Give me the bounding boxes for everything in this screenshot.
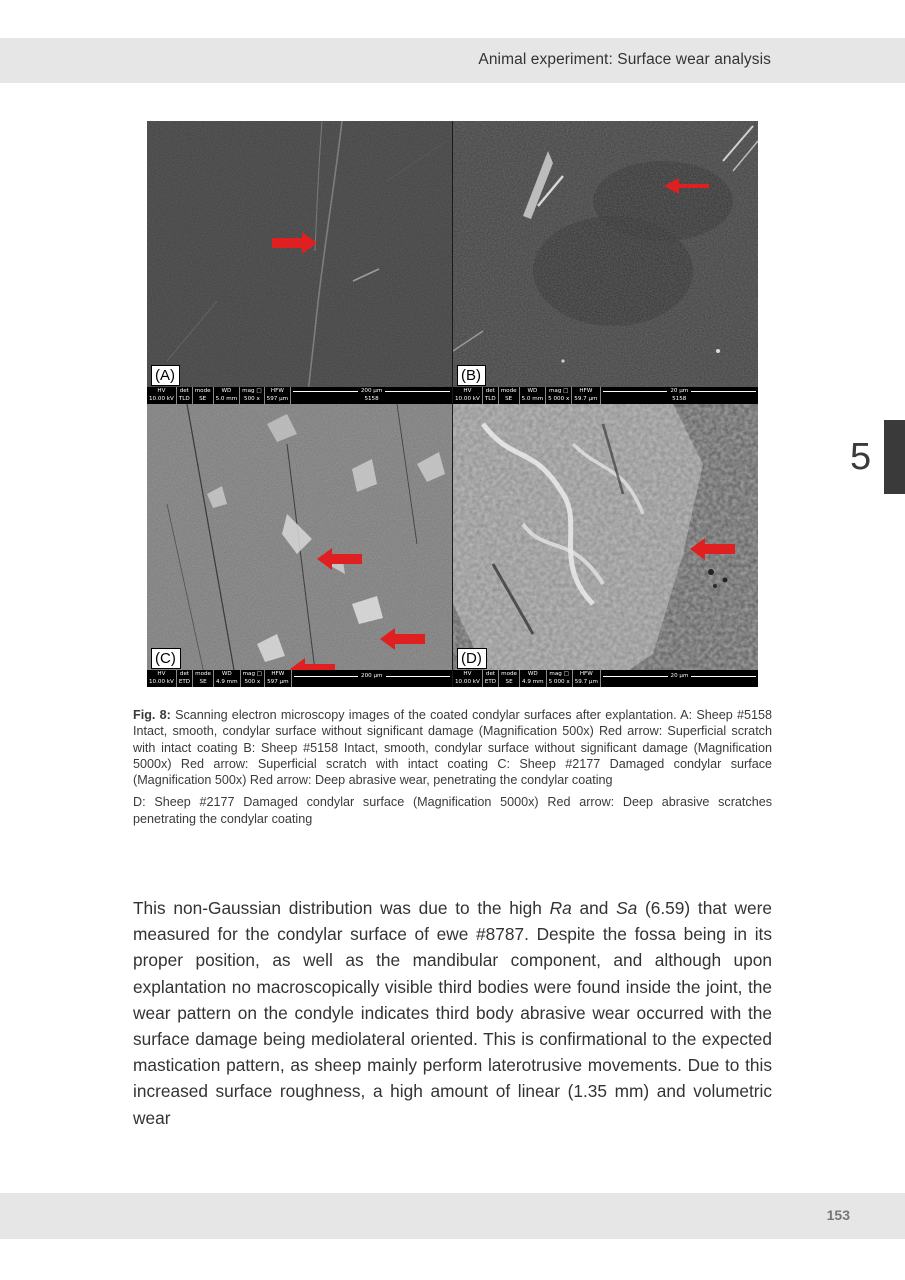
panel-label-b: (B) [457, 365, 486, 386]
body-paragraph: This non-Gaussian distribution was due to the high Ra and Sa (6.59) that were measured for the condylar surface of ewe #8787. Despite the fossa being in its proper position, as well as the mandibular component, and although upon explantation no macroscopically visible third bodies were found inside the joint, the wear pattern on the condyle indicates third body abrasive wear occurred with the surface damage being mediolateral oriented. This is confirmational to the expected mastication pattern, as sheep mainly perform laterotrusive movements. Due to this increased surface roughness, a high amount of linear (1.35 mm) and volumetric wear [133, 898, 772, 1128]
panel-d [453, 404, 758, 687]
caption-paragraph-2: D: Sheep #2177 Damaged condylar surface (Magnification 5000x) Red arrow: Deep abrasive scratches penetrating the condylar coating [133, 795, 772, 826]
sem-image-d [453, 404, 758, 687]
running-title: Animal experiment: Surface wear analysis [478, 51, 771, 68]
scale-bar-c: 200 µm [294, 673, 450, 680]
scale-bar-d: 20 µm [603, 673, 756, 680]
sem-image-c [147, 404, 452, 687]
caption-paragraph-1: Fig. 8: Scanning electron microscopy images of the coated condylar surfaces after explantation. A: Sheep #5158 Intact, smooth, condylar surface without significant damage (Magnification 500x) Red arrow: Superficial scratch with intact coating B: Sheep #5158 Intact, smooth, condylar surface without significant damage (Magnification 5000x) Red arrow: Superficial scratch with intact coating C: Sheep #2177 Damaged condylar surface (Magnification 500x) Red arrow: Deep abrasive wear, penetrating the condylar coating [133, 708, 772, 788]
panel-label-a: (A) [151, 365, 180, 386]
figure-caption [133, 707, 772, 833]
chapter-tab [884, 420, 905, 494]
running-header [0, 38, 905, 83]
panel-c [147, 404, 452, 687]
sem-databar-a: HV 10.00 kV det TLD mode SE WD 5.0 mm mag □ 500 x HFW 597 µm 200 µm 5158 [147, 387, 452, 404]
sem-databar-c: HV 10.00 kV det ETD mode SE WD 4.9 mm mag □ 500 x HFW 597 µm 200 µm [147, 670, 452, 687]
page-number: 153 [826, 1207, 850, 1223]
sem-databar-b: HV 10.00 kV det TLD mode SE WD 5.0 mm mag □ 5 000 x HFW 59.7 µm 20 µm 5158 [453, 387, 758, 404]
panel-label-c: (C) [151, 648, 181, 669]
page-footer [0, 1193, 905, 1239]
sem-image-b [453, 121, 758, 404]
chapter-number: 5 [850, 436, 872, 478]
panel-label-d: (D) [457, 648, 487, 669]
sem-image-a [147, 121, 452, 404]
scale-bar-b: 20 µm [603, 388, 756, 395]
sem-databar-d: HV 10.00 kV det ETD mode SE WD 4.9 mm mag □ 5 000 x HFW 59.7 µm 20 µm [453, 670, 758, 687]
figure-label: Fig. 8: [133, 708, 171, 722]
panel-b [453, 121, 758, 404]
panel-a [147, 121, 452, 404]
scale-bar-a: 200 µm [293, 388, 450, 395]
sem-figure [147, 121, 758, 687]
